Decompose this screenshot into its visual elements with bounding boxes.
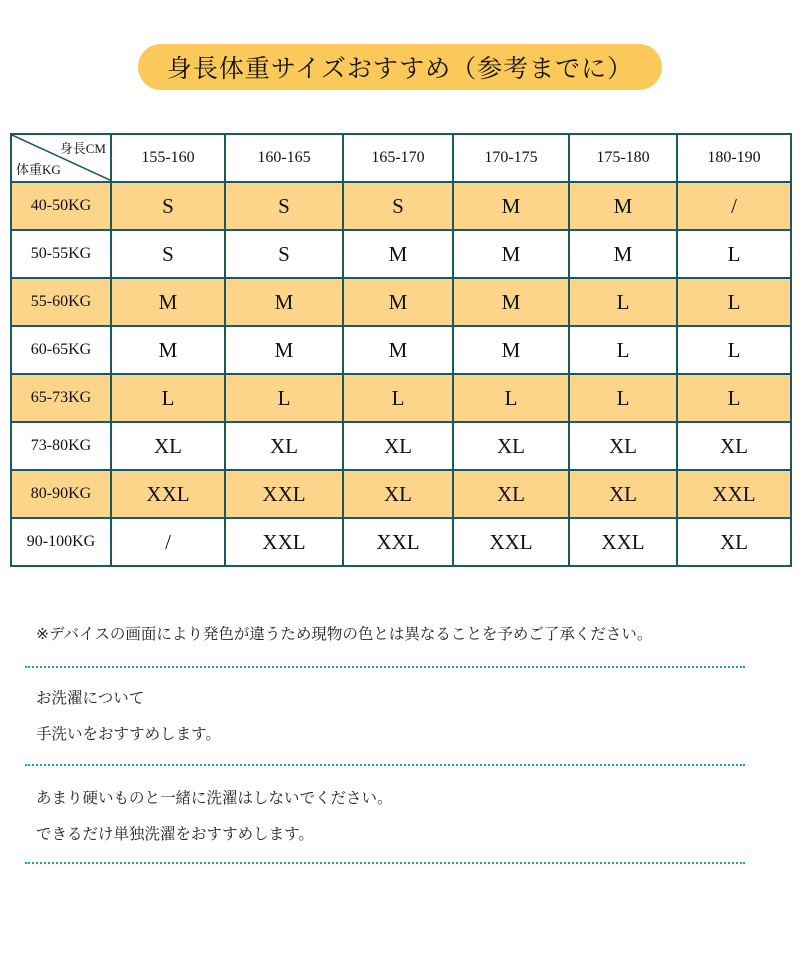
size-cell: M	[343, 278, 453, 326]
size-cell: XXL	[677, 470, 791, 518]
size-cell: M	[343, 326, 453, 374]
size-cell: XL	[453, 422, 569, 470]
weight-range-cell: 40-50KG	[11, 182, 111, 230]
size-cell: XXL	[453, 518, 569, 566]
size-cell: M	[111, 326, 225, 374]
table-row	[11, 230, 791, 278]
size-cell: XL	[225, 422, 343, 470]
table-header-row	[11, 134, 791, 182]
weight-range-cell: 65-73KG	[11, 374, 111, 422]
table-row	[11, 326, 791, 374]
size-cell: XL	[677, 422, 791, 470]
size-cell: /	[677, 182, 791, 230]
size-cell: L	[569, 326, 677, 374]
size-cell: L	[677, 230, 791, 278]
table-row	[11, 374, 791, 422]
washing-heading: お洗濯について	[36, 689, 145, 707]
height-header-cell: 160-165	[225, 134, 343, 182]
size-cell: XXL	[111, 470, 225, 518]
size-cell: XXL	[225, 470, 343, 518]
size-cell: M	[453, 182, 569, 230]
size-cell: L	[343, 374, 453, 422]
size-cell: XL	[343, 422, 453, 470]
size-cell: L	[569, 278, 677, 326]
device-color-note: ※デバイスの画面により発色が違うため現物の色とは異なることを予めご了承ください。	[36, 625, 653, 643]
size-cell: M	[569, 230, 677, 278]
washing-separate-note: できるだけ単独洗濯をおすすめします。	[36, 825, 314, 843]
table-row	[11, 518, 791, 566]
size-cell: XL	[677, 518, 791, 566]
weight-unit-label: 体重KG	[16, 162, 61, 177]
size-cell: S	[343, 182, 453, 230]
size-cell: L	[677, 374, 791, 422]
size-cell: XL	[343, 470, 453, 518]
size-chart-table	[10, 133, 792, 567]
size-cell: XXL	[343, 518, 453, 566]
table-row	[11, 278, 791, 326]
size-cell: M	[225, 278, 343, 326]
size-cell: XL	[569, 422, 677, 470]
size-cell: XL	[569, 470, 677, 518]
size-cell: S	[225, 230, 343, 278]
height-header-cell: 165-170	[343, 134, 453, 182]
dotted-divider	[25, 666, 745, 668]
weight-range-cell: 55-60KG	[11, 278, 111, 326]
table-row	[11, 182, 791, 230]
size-cell: M	[453, 278, 569, 326]
height-unit-label: 身長CM	[59, 141, 106, 156]
size-cell: XXL	[569, 518, 677, 566]
size-cell: L	[453, 374, 569, 422]
height-header-cell: 180-190	[677, 134, 791, 182]
table-row	[11, 470, 791, 518]
size-cell: S	[225, 182, 343, 230]
size-cell: M	[111, 278, 225, 326]
size-cell: L	[111, 374, 225, 422]
weight-range-cell: 73-80KG	[11, 422, 111, 470]
washing-warning-note: あまり硬いものと一緒に洗濯はしないでください。	[36, 789, 393, 807]
washing-method-note: 手洗いをおすすめします。	[36, 725, 221, 743]
size-cell: S	[111, 182, 225, 230]
dotted-divider	[25, 862, 745, 864]
corner-cell	[11, 134, 111, 182]
height-header-cell: 170-175	[453, 134, 569, 182]
size-cell: M	[343, 230, 453, 278]
weight-range-cell: 90-100KG	[11, 518, 111, 566]
table-row	[11, 422, 791, 470]
size-cell: M	[453, 230, 569, 278]
dotted-divider	[25, 764, 745, 766]
size-cell: L	[677, 326, 791, 374]
size-cell: XL	[453, 470, 569, 518]
size-cell: /	[111, 518, 225, 566]
size-cell: M	[569, 182, 677, 230]
size-cell: S	[111, 230, 225, 278]
size-cell: L	[225, 374, 343, 422]
weight-range-cell: 60-65KG	[11, 326, 111, 374]
height-header-cell: 155-160	[111, 134, 225, 182]
size-cell: M	[225, 326, 343, 374]
size-cell: L	[677, 278, 791, 326]
size-cell: L	[569, 374, 677, 422]
size-cell: M	[453, 326, 569, 374]
size-cell: XL	[111, 422, 225, 470]
weight-range-cell: 80-90KG	[11, 470, 111, 518]
height-header-cell: 175-180	[569, 134, 677, 182]
size-cell: XXL	[225, 518, 343, 566]
weight-range-cell: 50-55KG	[11, 230, 111, 278]
page-title: 身長体重サイズおすすめ（参考までに）	[138, 44, 662, 90]
